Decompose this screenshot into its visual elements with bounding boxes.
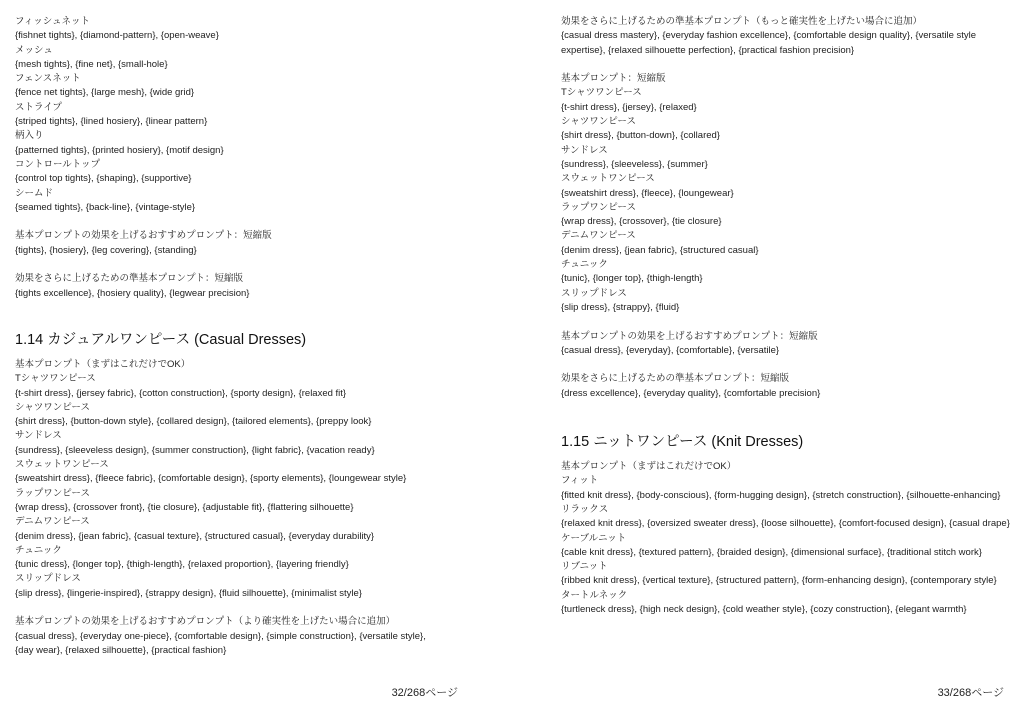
prompt-label: フィッシュネット [15,16,91,27]
prompt-text: {turtleneck dress}, {high neck design}, {cold weather style}, {cozy construction}, {elegant warmth} [561,603,967,615]
prompt-label: コントロールトップ [15,158,101,170]
prompt-label: ラップワンピース [561,201,636,213]
prompt-label: Tシャツワンピース [561,87,642,99]
blank-line [561,358,1013,372]
prompt-text: {shirt dress}, {button-down style}, {collared design}, {tailored elements}, {preppy look} [15,416,372,428]
prompt-text: {dress excellence}, {everyday quality}, {comfortable precision} [561,387,821,399]
prompt-text: {slip dress}, {lingerie-inspired}, {strappy design}, {fluid silhouette}, {minimalist style} [15,587,362,599]
prompt-text: {day wear}, {relaxed silhouette}, {practical fashion} [15,644,227,656]
prompt-label: ラップワンピース [15,487,90,499]
prompt-text: {casual dress}, {everyday one-piece}, {comfortable design}, {simple construction}, {versatile style}, [15,630,426,642]
prompt-text: {t-shirt dress}, {jersey}, {relaxed} [561,101,697,113]
prompt-label: 効果をさらに上げるための準基本プロンプト（もっと確実性を上げたい場合に追加） [561,16,923,27]
prompt-text: {fence net tights}, {large mesh}, {wide grid} [15,87,195,99]
prompt-text: {t-shirt dress}, {jersey fabric}, {cotton construction}, {sporty design}, {relaxed fit} [15,387,347,399]
blank-line [561,315,1013,329]
prompt-label: Tシャツワンピース [15,373,96,385]
prompt-text: {ribbed knit dress}, {vertical texture}, {structured pattern}, {form-enhancing design}, {contemporary style} [561,575,997,587]
prompt-label: スリップドレス [561,287,627,299]
prompt-text: {fitted knit dress}, {body-conscious}, {form-hugging design}, {stretch construction}, {silhouette-enhancing} [561,489,1001,501]
prompt-text: {casual dress mastery}, {everyday fashion excellence}, {comfortable design quality}, {versatile style expertise}, {relaxed silhouette perfection}, {practical fashion precision} [561,30,977,56]
prompt-text: {casual dress}, {everyday}, {comfortable}, {versatile} [561,344,780,356]
prompt-label: シームド [15,187,54,199]
prompt-label: スウェットワンピース [561,173,655,185]
prompt-label: リラックス [561,503,609,515]
prompt-label: スウェットワンピース [15,459,109,471]
page-number: 33/268ページ [937,687,1004,699]
prompt-label: 基本プロンプトの効果を上げるおすすめプロンプト（より確実性を上げたい場合に追加） [15,616,396,628]
prompt-text: {striped tights}, {lined hosiery}, {linear pattern} [15,116,208,128]
prompt-text: {seamed tights}, {back-line}, {vintage-style} [15,201,196,213]
page-32-content [15,15,495,658]
prompt-label: リブニット [561,561,608,573]
prompt-text: {sweatshirt dress}, {fleece}, {loungewear} [561,187,734,199]
prompt-text: {relaxed knit dress}, {oversized sweater dress}, {loose silhouette}, {comfort-focused design}, {casual drape} [561,518,1010,530]
prompt-text: {slip dress}, {strappy}, {fluid} [561,301,680,313]
prompt-text: {denim dress}, {jean fabric}, {casual texture}, {structured casual}, {everyday durability} [15,530,375,542]
prompt-text: {sundress}, {sleeveless design}, {summer construction}, {light fabric}, {vacation ready} [15,444,375,456]
prompt-label: メッシュ [15,44,53,56]
prompt-text: {tunic}, {longer top}, {thigh-length} [561,273,703,285]
prompt-text: {sweatshirt dress}, {fleece fabric}, {comfortable design}, {sporty elements}, {loungewear style} [15,473,407,485]
prompt-label: シャツワンピース [561,116,636,128]
prompt-label: ケーブルニット [561,532,627,544]
prompt-label: サンドレス [561,144,608,156]
prompt-label: サンドレス [15,430,62,442]
prompt-text: {cable knit dress}, {textured pattern}, {braided design}, {dimensional surface}, {traditional stitch work} [561,546,982,558]
prompt-label: デニムワンピース [15,516,90,528]
prompt-text: {control top tights}, {shaping}, {supportive} [15,173,192,185]
prompt-label: 基本プロンプト：短縮版 [561,73,666,85]
prompt-label: 効果をさらに上げるための準基本プロンプト：短縮版 [561,373,790,385]
section-heading: 1.14 カジュアルワンピース (Casual Dresses) [15,331,307,348]
blank-line [15,601,495,615]
prompt-text: {denim dress}, {jean fabric}, {structured casual} [561,244,759,256]
prompt-text: {patterned tights}, {printed hosiery}, {motif design} [15,144,224,156]
section-heading: 1.15 ニットワンピース (Knit Dresses) [561,434,804,451]
prompt-label: チュニック [15,544,62,556]
prompt-label: チュニック [561,259,608,271]
blank-line [561,58,1013,72]
page-number: 32/268ページ [391,687,458,699]
prompt-text: {tunic dress}, {longer top}, {thigh-length}, {relaxed proportion}, {layering friendly} [15,559,349,571]
prompt-label: シャツワンピース [15,401,90,413]
page-33-content [561,15,1013,617]
prompt-text: {mesh tights}, {fine net}, {small-hole} [15,58,168,70]
prompt-label: デニムワンピース [561,230,636,242]
prompt-label: スリップドレス [15,573,81,585]
prompt-label: 基本プロンプトの効果を上げるおすすめプロンプト：短縮版 [15,230,272,242]
prompt-label: 効果をさらに上げるための準基本プロンプト：短縮版 [15,273,244,285]
prompt-label: フェンスネット [15,73,81,85]
prompt-label: 基本プロンプト（まずはこれだけでOK） [15,358,191,370]
prompt-text: {shirt dress}, {button-down}, {collared} [561,130,720,142]
prompt-label: 基本プロンプト（まずはこれだけでOK） [561,461,737,473]
prompt-label: 基本プロンプトの効果を上げるおすすめプロンプト：短縮版 [561,330,818,342]
prompt-label: タートルネック [561,589,628,601]
prompt-text: {wrap dress}, {crossover}, {tie closure} [561,216,722,228]
prompt-label: フィット [561,475,599,487]
blank-line [15,258,495,272]
prompt-label: 柄入り [15,130,44,142]
blank-line [15,215,495,229]
prompt-text: {tights}, {hosiery}, {leg covering}, {standing} [15,244,197,256]
prompt-text: {tights excellence}, {hosiery quality}, {legwear precision} [15,287,250,299]
prompt-label: ストライプ [15,101,62,113]
prompt-text: {sundress}, {sleeveless}, {summer} [561,158,708,170]
prompt-text: {fishnet tights}, {diamond-pattern}, {open-weave} [15,30,219,42]
prompt-text: {wrap dress}, {crossover front}, {tie closure}, {adjustable fit}, {flattering silhouette} [15,501,354,513]
